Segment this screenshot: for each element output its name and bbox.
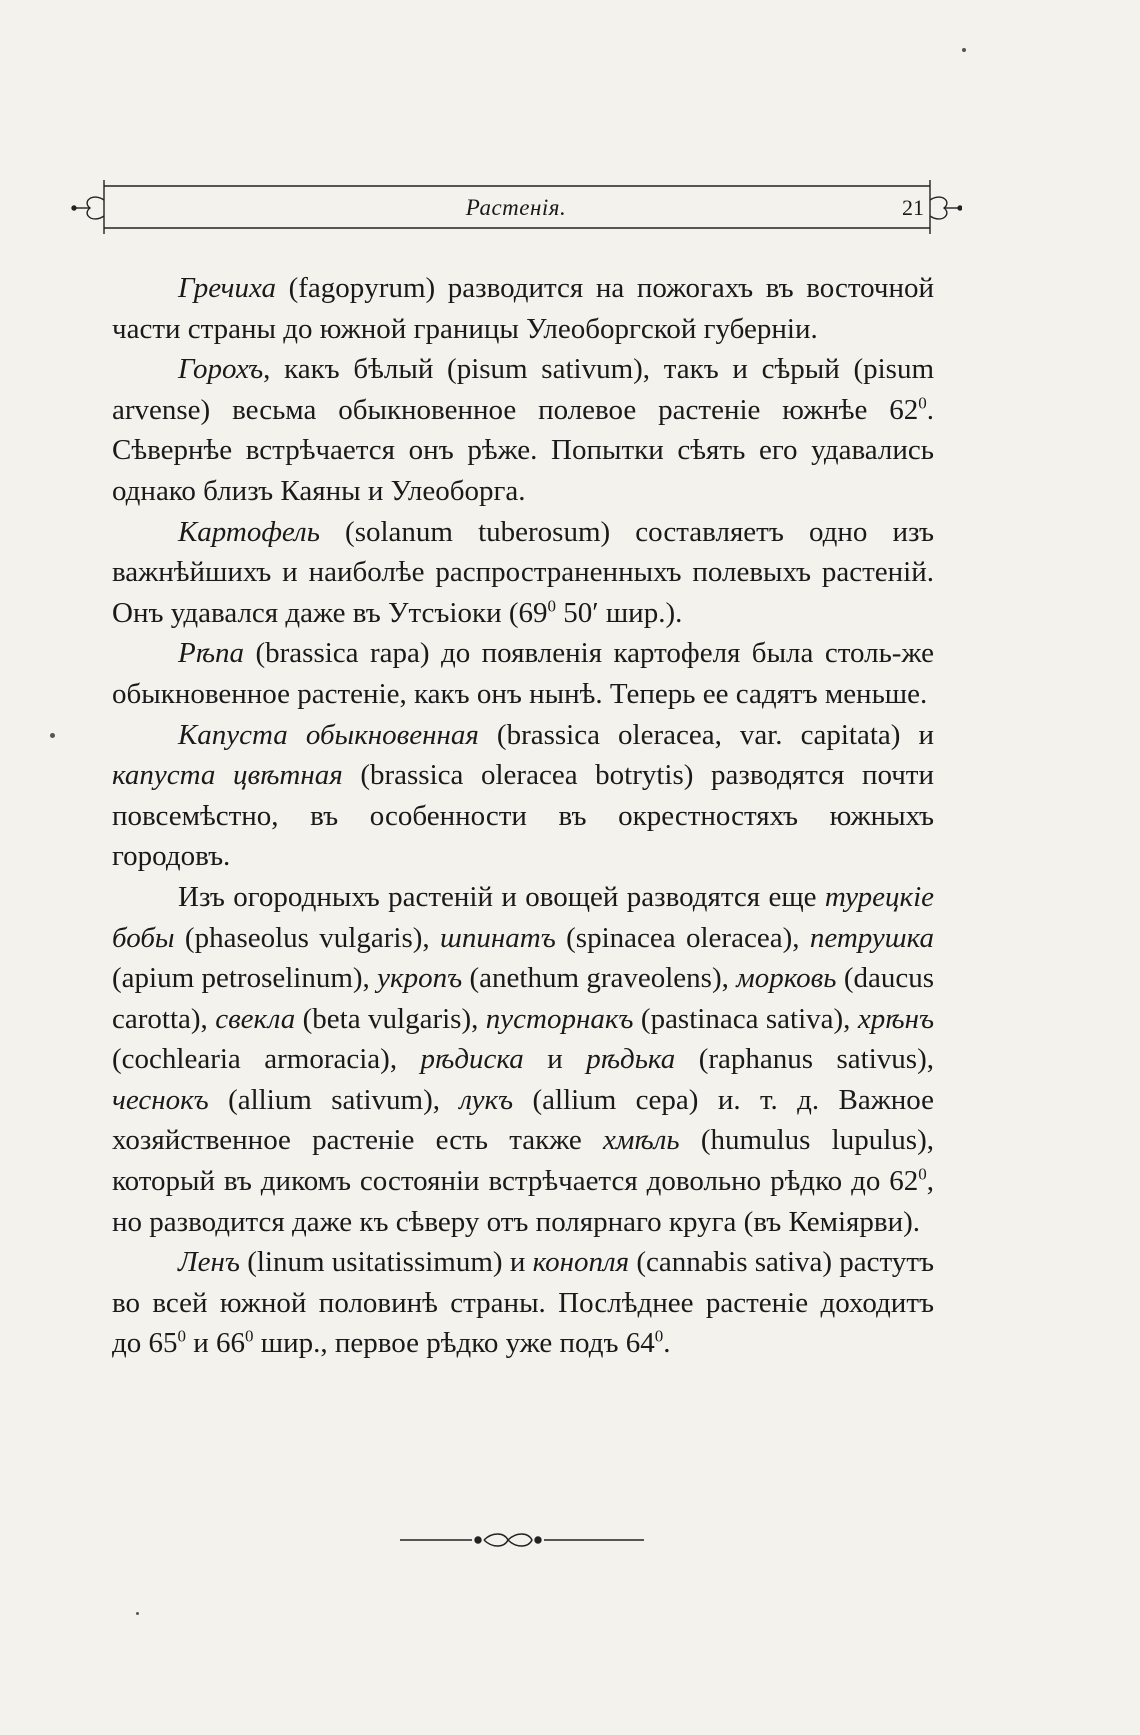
italic-term: хрѣнъ — [857, 1002, 935, 1035]
text-run: (cannabis sativa) растутъ во всей южной половинѣ страны. Послѣднее растеніе доходитъ до 65 — [112, 1246, 934, 1360]
italic-term: Горохъ — [178, 353, 264, 386]
italic-term: морковь — [736, 962, 837, 995]
paragraph — [112, 1242, 934, 1364]
text-run: (apium petroselinum), — [112, 962, 378, 995]
page-speck — [50, 733, 55, 738]
body-text — [112, 268, 934, 1364]
italic-term: лукъ — [459, 1083, 514, 1116]
italic-term: шпинатъ — [440, 921, 556, 954]
text-run: (brassica oleracea botrytis) разводятся почти повсемѣстно, въ особенности въ окрестностяхъ южныхъ городовъ. — [112, 759, 934, 873]
italic-term: Капуста обыкновенная — [178, 718, 479, 751]
italic-term: хмѣль — [603, 1124, 680, 1157]
italic-term: Ленъ — [178, 1246, 240, 1279]
text-run: . — [663, 1327, 671, 1360]
text-run: , но разводится даже къ сѣверу отъ полярнаго круга (въ Кеміярви). — [112, 1165, 934, 1238]
italic-term: конопля — [532, 1246, 630, 1279]
italic-term: чеснокъ — [112, 1083, 209, 1116]
paragraph — [112, 349, 934, 511]
text-run: (allium cepa) и. т. д. Важное хозяйственное растеніе есть также — [112, 1083, 934, 1157]
text-run: (fagopyrum) разводится на пожогахъ въ восточной части страны до южной границы Улеоборгской губерніи. — [112, 272, 934, 345]
text-run: (allium sativum), — [208, 1083, 460, 1116]
italic-term: Гречиха — [178, 272, 277, 304]
degree-mark: 0 — [177, 1326, 187, 1346]
text-run: 50′ шир.). — [556, 596, 683, 629]
italic-term: капуста цвѣтная — [112, 759, 343, 792]
paragraph — [112, 715, 934, 877]
text-run: (raphanus sativus), — [675, 1043, 934, 1076]
tailpiece-ornament — [400, 1530, 700, 1550]
text-run: (brassica oleracea, var. capitata) и — [478, 718, 934, 751]
paragraph — [112, 877, 934, 1242]
italic-term: рѣдиска — [420, 1043, 524, 1076]
italic-term: петрушка — [809, 921, 934, 954]
text-run: и 66 — [186, 1327, 246, 1360]
text-run: шир., первое рѣдко уже подъ 64 — [253, 1327, 655, 1360]
degree-mark: 0 — [547, 596, 556, 616]
text-run: (spinacea oleracea), — [555, 921, 810, 954]
paragraph — [112, 512, 934, 634]
running-header — [70, 178, 962, 236]
text-run: . Сѣвернѣе встрѣчается онъ рѣже. Попытки сѣять его удавались однако близъ Каяны и Улеоборга. — [112, 393, 934, 507]
text-run: (pastinaca sativa), — [633, 1002, 858, 1035]
paragraph — [112, 633, 934, 714]
italic-term: свекла — [215, 1002, 296, 1035]
italic-term: Картофель — [178, 515, 320, 548]
paragraph — [112, 268, 934, 349]
italic-term: пусторнакъ — [485, 1002, 634, 1035]
text-run: (humulus lupulus), который въ дикомъ состояніи встрѣчается довольно рѣдко до 62 — [112, 1124, 934, 1198]
page-speck — [136, 1612, 139, 1615]
text-run: (anethum graveolens), — [462, 962, 737, 995]
italic-term: турецкіе бобы — [112, 880, 934, 954]
text-run: и — [523, 1043, 587, 1076]
text-run: (solanum tuberosum) составляетъ одно изъ важнѣйшихъ и наиболѣе распространенныхъ полевыхъ растеній. Онъ удавался даже въ Утсъіоки (69 — [112, 515, 934, 629]
text-run: (beta vulgaris), — [295, 1002, 486, 1035]
italic-term: укропъ — [377, 962, 463, 995]
degree-mark: 0 — [918, 393, 927, 413]
italic-term: рѣдька — [586, 1043, 676, 1076]
page-number: 21 — [902, 195, 924, 220]
degree-mark: 0 — [654, 1326, 664, 1346]
page-speck — [962, 48, 966, 52]
text-run: (phaseolus vulgaris), — [174, 921, 440, 954]
text-run: (brassica rapa) до появленія картофеля была столь-же обыкновенное растеніе, какъ онъ нынѣ. Теперь ее садятъ меньше. — [112, 637, 934, 710]
running-title: Растенія. — [465, 195, 567, 220]
text-run: Изъ огородныхъ растеній и овощей разводятся еще — [178, 880, 825, 913]
text-run: (linum usitatissimum) и — [239, 1246, 533, 1279]
text-run: (cochlearia armoracia), — [112, 1043, 421, 1076]
italic-term: Рѣпа — [178, 637, 245, 670]
text-run: (daucus carotta), — [112, 962, 935, 1035]
degree-mark: 0 — [918, 1164, 927, 1184]
degree-mark: 0 — [245, 1326, 254, 1346]
text-run: , какъ бѣлый (pisum sativum), такъ и сѣрый (pisum arvense) весьма обыкновенное полевое растеніе южнѣе 62 — [112, 353, 934, 426]
